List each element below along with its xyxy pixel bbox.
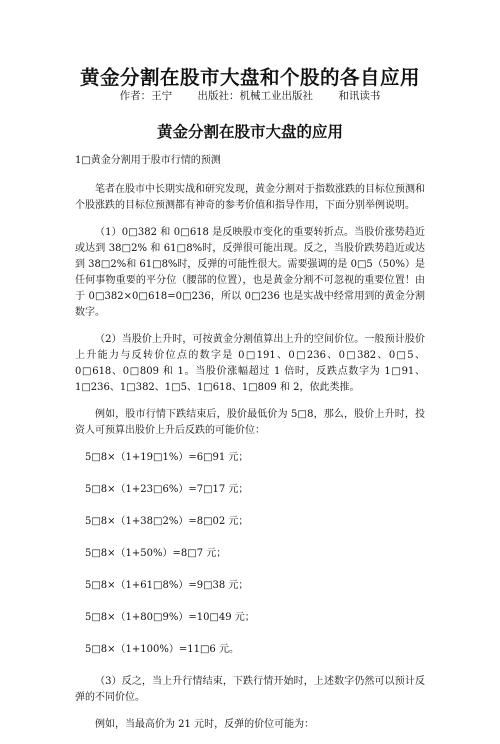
source: 和讯读书	[338, 90, 381, 102]
body-text	[75, 182, 425, 744]
paragraph: （2）当股价上升时，可按黄金分割值算出上升的空间价位。一般预计股价上升能力与反转价位点的数字是 0□191、0□236、0□382、0□5、0□618、0□809 和 1。当股价涨幅超过 1 倍时，反跌点数字为 1□91、1□236、1□382、1□5、1□618、1□809 和 2，依此类推。	[75, 334, 425, 393]
paragraph: 例如，股市行情下跌结束后，股价最低价为 5□8，那么，股价上升时，投资人可预算出股价上升后反跌的可能价位：	[75, 409, 425, 436]
paragraph: 笔者在股市中长期实战和研究发现，黄金分割对于指数涨跌的目标位预测和个股涨跌的目标位预测都有神奇的参考价值和指导作用，下面分别举例说明。	[75, 184, 425, 211]
calculation-line: 5□8×（1+19□1%）=6□91 元；	[85, 452, 249, 463]
paragraph: （3）反之，当上升行情结束，下跌行情开始时，上述数字仍然可以预计反弹的不同价位。	[75, 676, 425, 703]
calculation-line: 5□8×（1+38□2%）=8□02 元；	[85, 516, 249, 527]
author: 作者：王宁	[119, 90, 173, 102]
calculation-line: 5□8×（1+100%）=11□6 元。	[85, 644, 239, 655]
chapter-title: 黄金分割在股市大盘的应用	[156, 122, 343, 141]
calculation-line: 5□8×（1+23□6%）=7□17 元；	[85, 484, 249, 495]
book-title: 黄金分割在股市大盘和个股的各自应用	[79, 66, 420, 89]
book-meta	[0, 88, 500, 103]
calculation-line: 5□8×（1+61□8%）=9□38 元；	[85, 580, 249, 591]
paragraph: （1）0□382 和 0□618 是反映股市变化的重要转折点。当股价涨势趋近或达到 38□2% 和 61□8%时，反弹很可能出现。反之，当股价跌势趋近或达到 38□2%和 61□8%时，反弹的可能性很大。需要强调的是 0□5（50%）是任何事物重要的平分位（腰部的位置），也是黄金分割不可忽视的重要位置！由于 0□382×0□618=0□236，所以 0□236 也是实战中经常用到的黄金分割数字。	[75, 227, 426, 318]
calculation-line: 5□8×（1+80□9%）=10□49 元；	[85, 612, 255, 623]
calculation-line: 5□8×（1+50%）=8□7 元；	[85, 548, 227, 559]
section-title: 1□黄金分割用于股市行情的预测	[75, 155, 221, 166]
paragraph: 例如，当最高价为 21 元时，反弹的价位可能为：	[95, 719, 315, 730]
publisher: 出版社：机械工业出版社	[197, 90, 313, 102]
